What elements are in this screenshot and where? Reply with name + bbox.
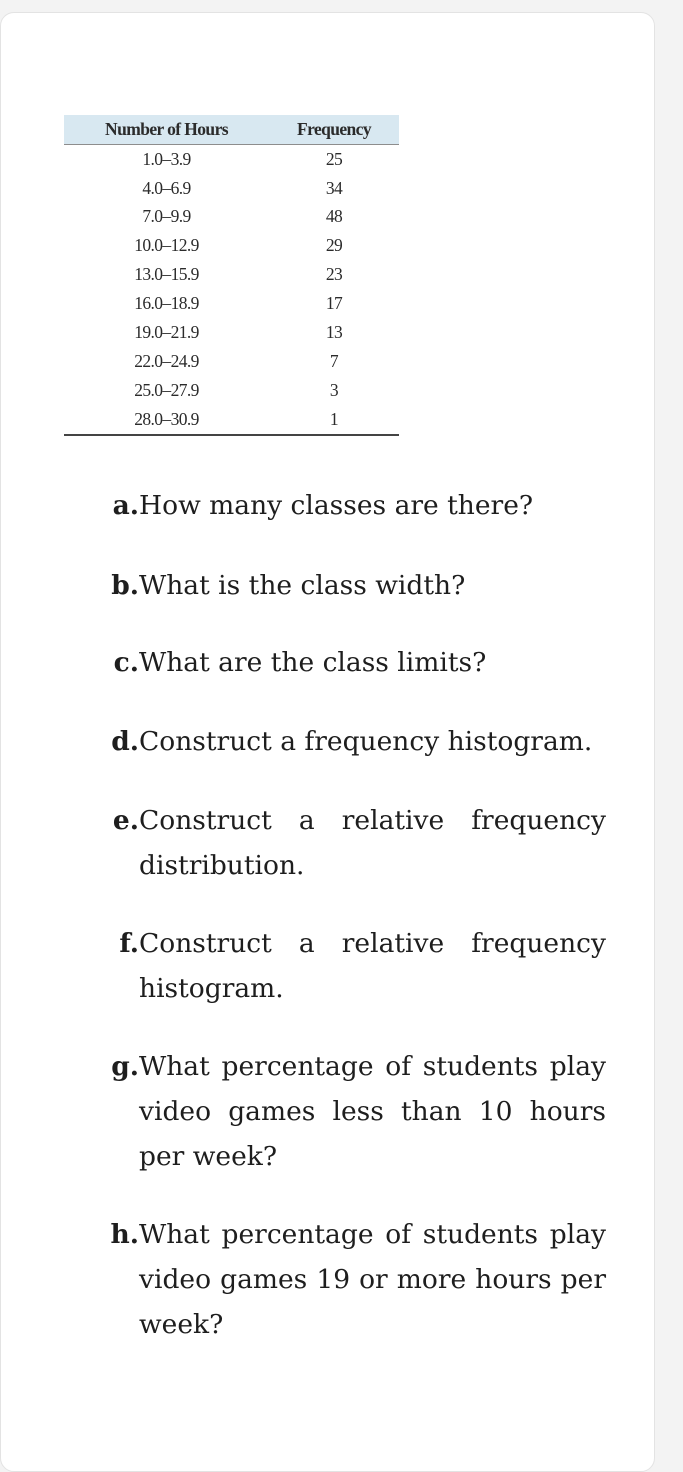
question-letter: c. xyxy=(113,647,139,678)
content-card xyxy=(0,12,655,1472)
frequency-cell: 1 xyxy=(269,405,399,435)
question-letter: h. xyxy=(110,1219,139,1250)
table-row xyxy=(64,376,399,405)
question-text: What are the class limits? xyxy=(139,647,487,678)
question-text: Construct a frequency histogram. xyxy=(139,726,593,757)
table-row xyxy=(64,347,399,376)
frequency-cell: 3 xyxy=(329,379,339,400)
header-frequency: Frequency xyxy=(269,115,399,145)
hours-cell: 4.0–6.9 xyxy=(142,177,191,198)
question-d xyxy=(99,719,606,764)
question-b xyxy=(99,563,606,608)
question-c xyxy=(99,640,606,685)
frequency-cell: 34 xyxy=(325,177,343,198)
frequency-cell: 7 xyxy=(329,350,339,371)
question-text: What percentage of students play video games 19 or more hours per week? xyxy=(139,1219,606,1340)
question-letter: a. xyxy=(112,490,139,521)
header-number-of-hours: Number of Hours xyxy=(64,115,269,145)
frequency-cell: 13 xyxy=(325,322,343,343)
question-list xyxy=(99,483,606,1347)
question-text: What percentage of students play video games less than 10 hours per week? xyxy=(139,1051,606,1172)
hours-cell: 1.0–3.9 xyxy=(142,148,191,169)
question-letter: f. xyxy=(119,928,139,959)
question-letter: b. xyxy=(111,570,139,601)
frequency-cell: 48 xyxy=(325,206,343,227)
hours-cell: 22.0–24.9 xyxy=(134,350,199,371)
table-row xyxy=(64,261,399,290)
table-row xyxy=(64,318,399,347)
frequency-cell: 23 xyxy=(325,264,343,285)
question-a xyxy=(99,483,606,528)
question-text: How many classes are there? xyxy=(139,490,534,521)
hours-cell: 13.0–15.9 xyxy=(134,264,199,285)
hours-cell: 19.0–21.9 xyxy=(134,322,199,343)
question-g xyxy=(99,1044,606,1179)
question-text: Construct a relative frequency histogram. xyxy=(139,928,606,1004)
question-letter: d. xyxy=(111,726,139,757)
frequency-cell: 25 xyxy=(325,148,343,169)
frequency-cell: 29 xyxy=(325,235,343,256)
hours-cell: 28.0–30.9 xyxy=(64,405,269,435)
question-text: What is the class width? xyxy=(139,570,466,601)
question-f xyxy=(99,921,606,1011)
table-row xyxy=(64,174,399,203)
question-letter: g. xyxy=(111,1051,139,1082)
table-row xyxy=(64,232,399,261)
hours-cell: 10.0–12.9 xyxy=(134,235,199,256)
hours-cell: 16.0–18.9 xyxy=(134,293,199,314)
table-row xyxy=(64,289,399,318)
hours-cell: 25.0–27.9 xyxy=(134,379,199,400)
question-h xyxy=(99,1212,606,1347)
table-row xyxy=(64,405,399,435)
frequency-table xyxy=(64,115,399,436)
table-header-row xyxy=(64,115,399,145)
question-e xyxy=(99,798,606,888)
frequency-cell: 17 xyxy=(325,293,343,314)
question-letter: e. xyxy=(112,805,139,836)
table-row xyxy=(64,203,399,232)
question-text: Construct a relative frequency distribution. xyxy=(139,805,606,881)
table-row xyxy=(64,145,399,174)
hours-cell: 7.0–9.9 xyxy=(142,206,191,227)
